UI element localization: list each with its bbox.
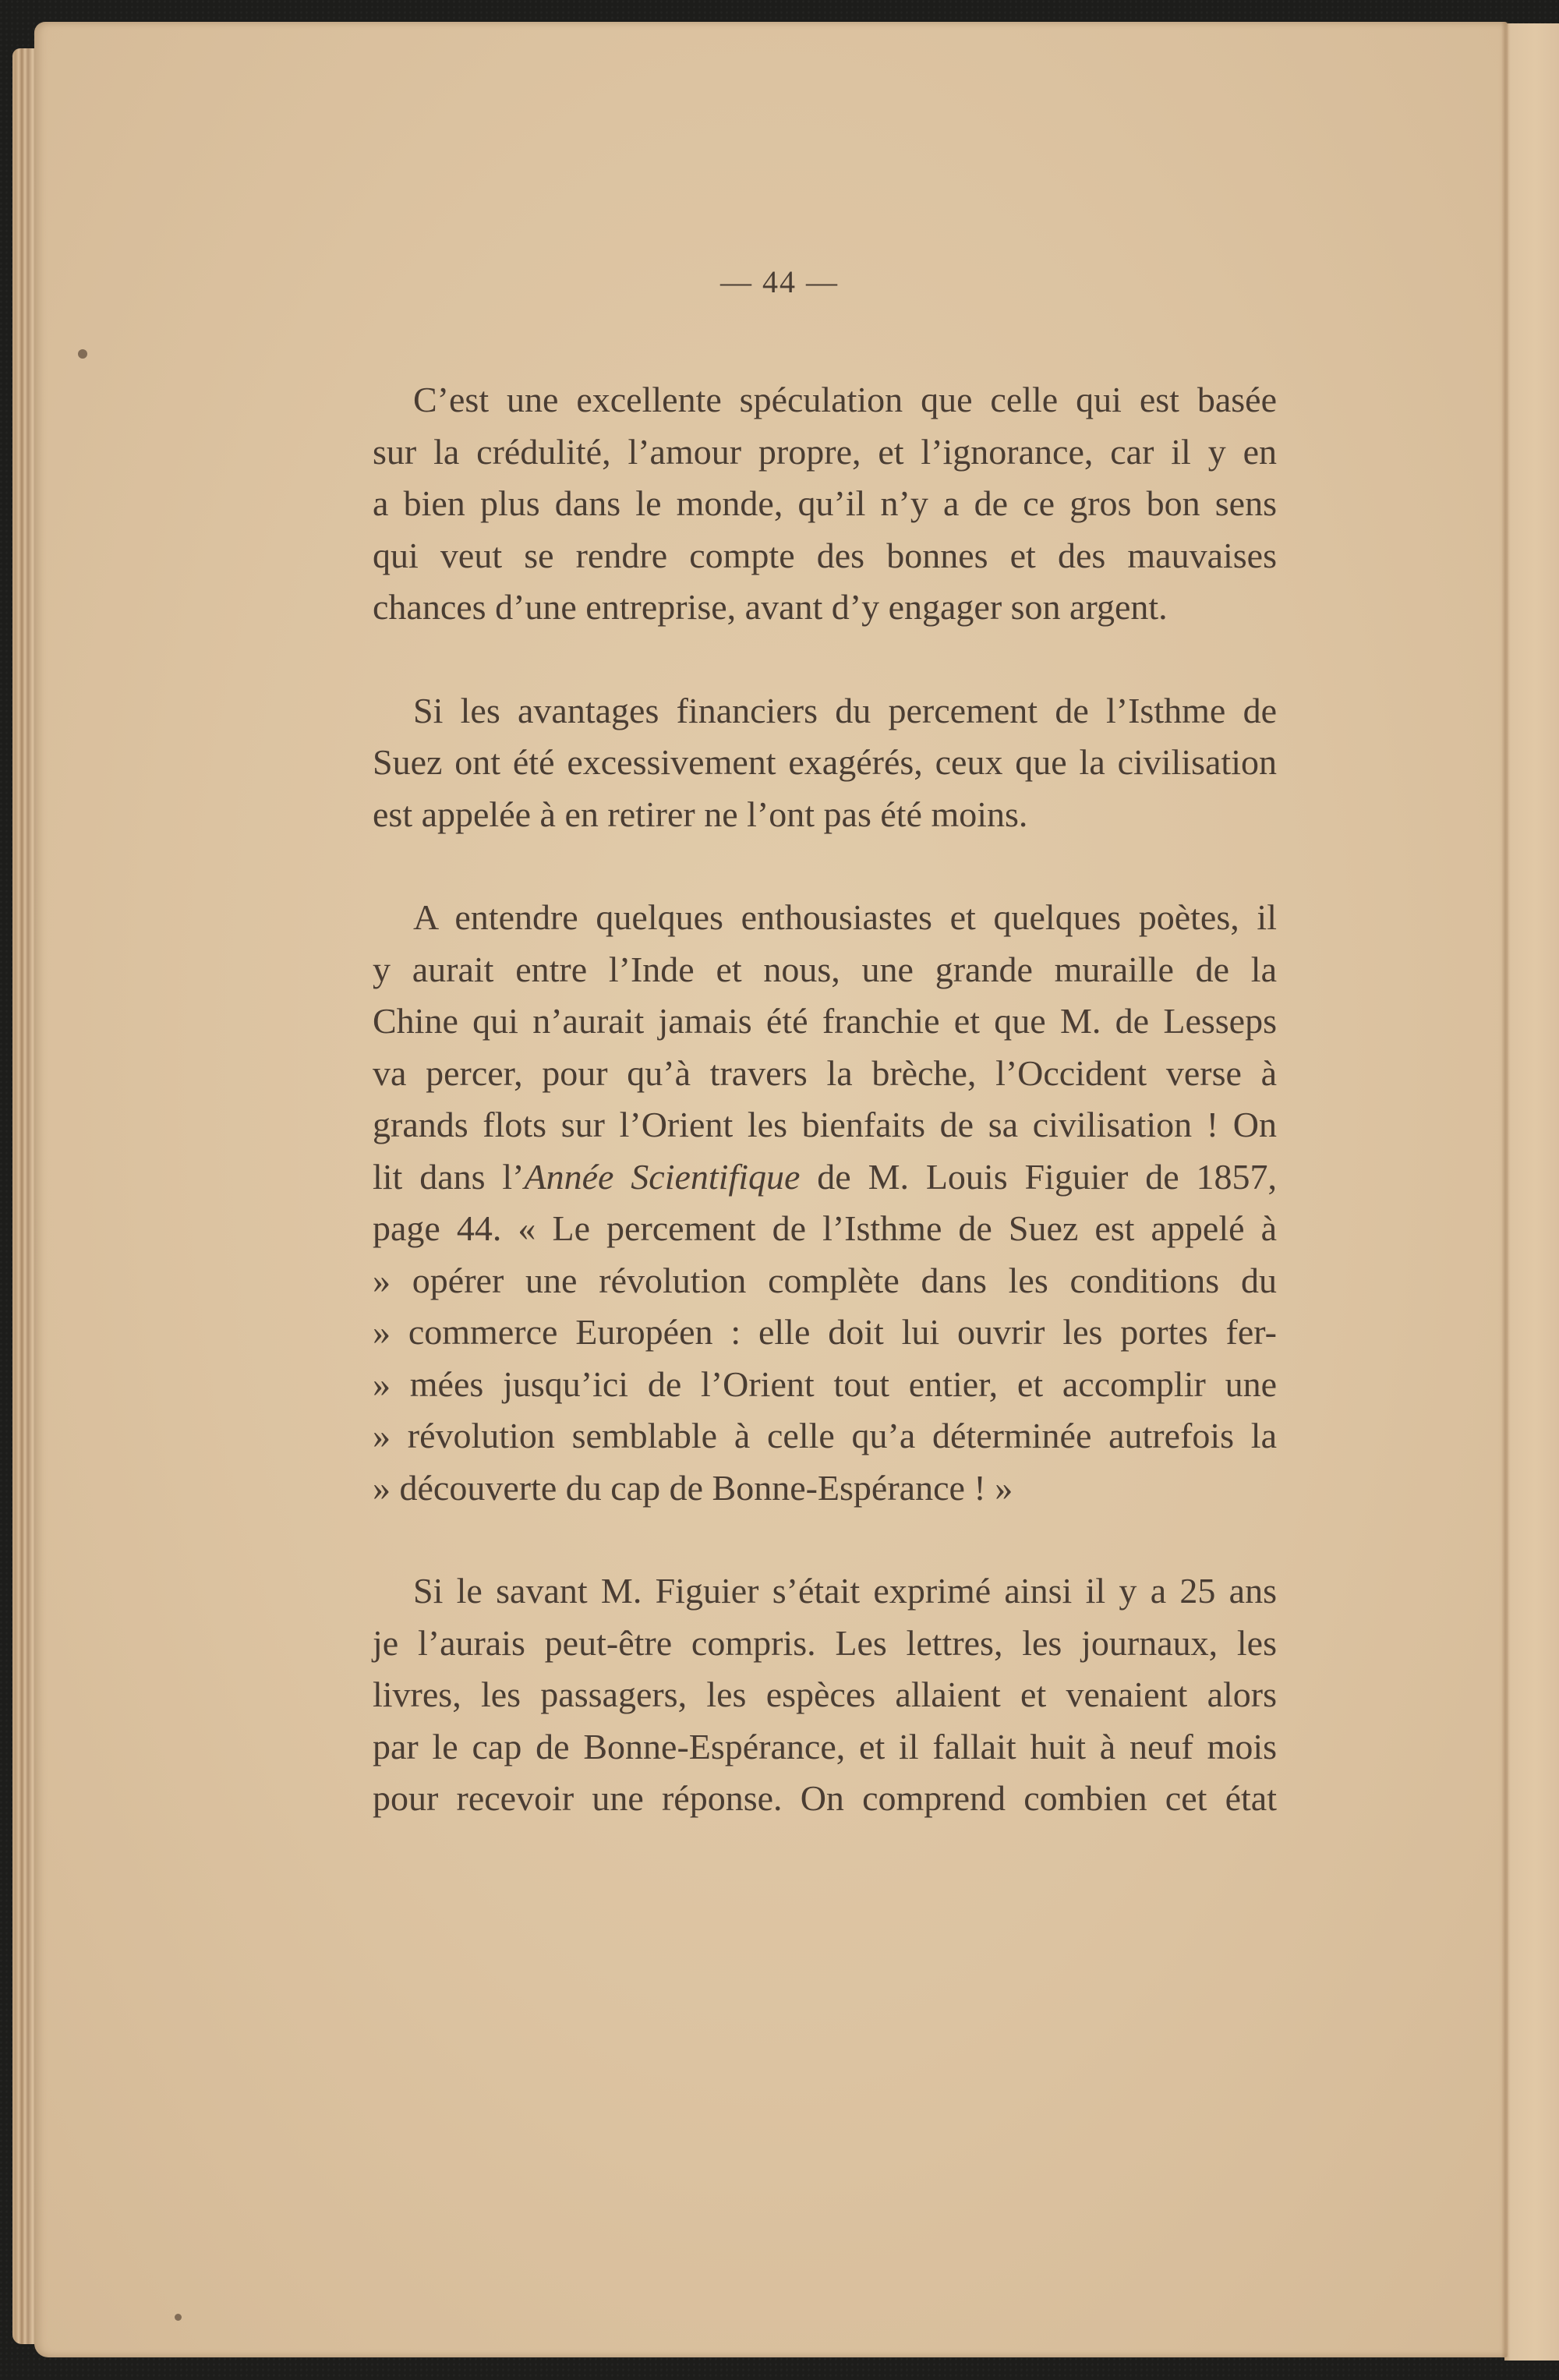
text-line: Si les avantages financiers du percement de l’Isthme de: [413, 690, 1277, 730]
adjacent-page-edge: [1504, 23, 1559, 2361]
text-line: A entendre quelques enthousiastes et quelques poètes, il: [413, 897, 1277, 937]
quote-line: » découverte du cap de Bonne-Espérance ! »: [373, 1467, 1013, 1508]
text-line: sur la crédulité, l’amour propre, et l’ignorance, car il y en: [373, 431, 1277, 472]
text-line: Suez ont été excessivement exagérés, ceux que la civilisation: [373, 742, 1277, 782]
page-number: — 44 —: [720, 264, 839, 299]
body-text: [373, 374, 1277, 1825]
book-title-italic: Année Scientifique: [524, 1156, 801, 1197]
text-line: chances d’une entreprise, avant d’y engager son argent.: [373, 587, 1168, 627]
paper-speck: [175, 2314, 182, 2321]
quote-line: page 44. « Le percement de l’Isthme de Suez est appelé à: [373, 1208, 1277, 1248]
text-line-with-italic-title: lit dans l’Année Scientifique de M. Louis Figuier de 1857,: [373, 1156, 1277, 1197]
paragraph-4: [373, 1565, 1277, 1825]
quote-line: » mées jusqu’ici de l’Orient tout entier, et accomplir une: [373, 1363, 1277, 1404]
paragraph-3: [373, 892, 1277, 1514]
quote-line: » révolution semblable à celle qu’a déterminée autrefois la: [373, 1416, 1277, 1455]
text-line: Chine qui n’aurait jamais été franchie et que M. de Lesseps: [373, 1001, 1277, 1041]
text-line: y aurait entre l’Inde et nous, une grande muraille de la: [373, 949, 1277, 989]
text-line: a bien plus dans le monde, qu’il n’y a de ce gros bon sens: [373, 483, 1277, 523]
text-line: par le cap de Bonne-Espérance, et il fallait huit à neuf mois: [373, 1726, 1277, 1766]
paragraph-2: [373, 685, 1277, 841]
quote-line: » opérer une révolution complète dans les conditions du: [373, 1260, 1277, 1300]
text-line: Si le savant M. Figuier s’était exprimé ainsi il y a 25 ans: [413, 1571, 1277, 1611]
paper-speck: [78, 349, 87, 359]
text-line: qui veut se rendre compte des bonnes et des mauvaises: [373, 535, 1277, 575]
text-line: pour recevoir une réponse. On comprend combien cet état: [373, 1778, 1277, 1818]
text-line: livres, les passagers, les espèces allaient et venaient alors: [373, 1674, 1277, 1714]
text-line: est appelée à en retirer ne l’ont pas été moins.: [373, 794, 1028, 834]
text-line: C’est une excellente spéculation que celle qui est basée: [413, 380, 1277, 419]
text-line: je l’aurais peut-être compris. Les lettres, les journaux, les: [373, 1622, 1277, 1663]
quote-line: » commerce Européen : elle doit lui ouvrir les portes fer-: [373, 1312, 1277, 1352]
text-line: grands flots sur l’Orient les bienfaits de sa civilisation ! On: [373, 1105, 1277, 1144]
page-fold: [1501, 22, 1509, 2357]
text-line: va percer, pour qu’à travers la brèche, l’Occident verse à: [373, 1052, 1277, 1093]
paragraph-1: [373, 374, 1277, 634]
